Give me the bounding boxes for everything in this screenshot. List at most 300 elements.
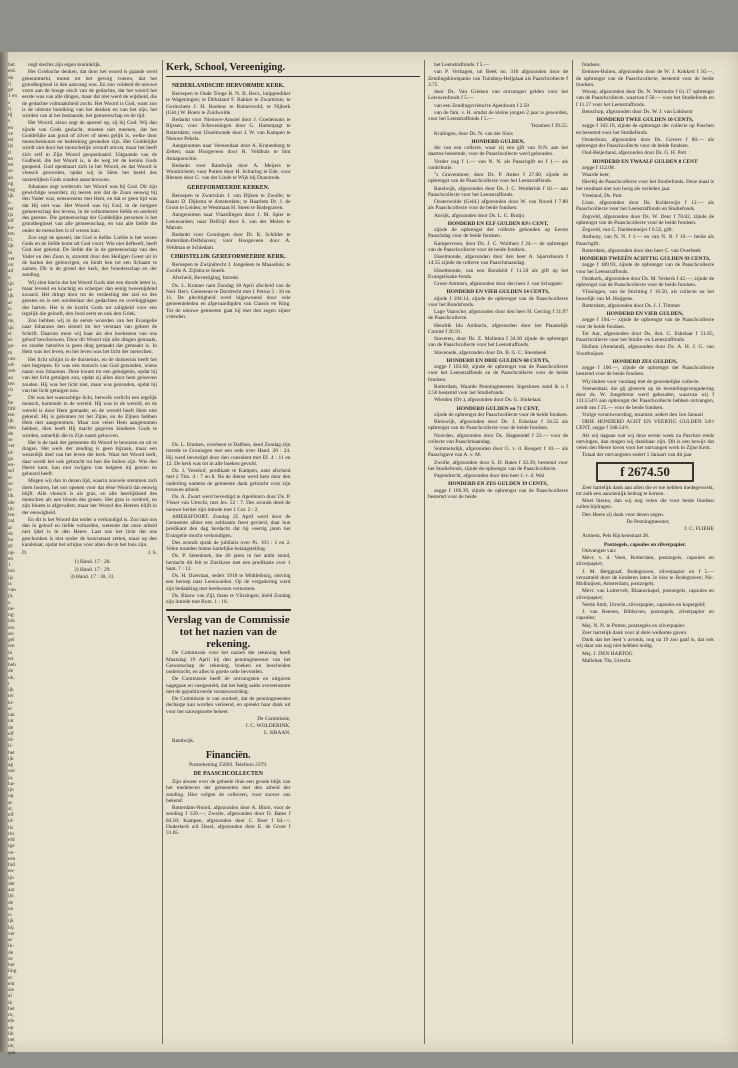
article-paragraph: Wij zien hierin dat het Woord Gods niet een doode letter is, maar levend en krachtig en scherper dan eenig tweesnijdend zwaard. Het dringt door tot de verdeeling der ziel en des geestes en is een oordeelaar der gedachten en overleggingen des harten. Het is de kracht Gods tot zaligheid voor een iegelijk die gelooft, den Jood eerst en ook den Griek. (22, 279, 157, 317)
amount-heading: HONDERD EN TWAALF GULDEN 8 CENT (592, 158, 698, 165)
report-signature-line: J. C. WOLDERINK. (245, 723, 291, 729)
strip-fragment: els (8, 1018, 14, 1025)
stamps-entry: Malleban 70a, Utrecht. (582, 657, 632, 664)
strip-fragment: ar (8, 937, 13, 943)
strip-fragment: elf (8, 218, 14, 225)
strip-fragment: lik (8, 1030, 14, 1037)
strip-fragment: ve- (8, 849, 15, 856)
strip-fragment: n (8, 274, 11, 281)
donation-entry: zegge f 102.10, zijnde de opbrengst der collecte op Paschen en bestemd voor het Studiefonds. (576, 123, 714, 136)
donation-entry: "s Gravenmoer, door Ds. P. Anker f 27.60, zijnde de opbrengst van de Paaschcollecte voor het Leenstraffonds. (428, 172, 568, 185)
signature-initial: D. (22, 550, 28, 556)
stamps-heading: Postzegels, capsules en zilverpapier. (604, 541, 686, 548)
donation-entry: Hendrik Ido Ambacht, afgezonden door het Plaatselijk Comité f 26.91. (428, 322, 568, 335)
strip-fragment: bid (8, 862, 15, 868)
strip-fragment: ijk (8, 687, 14, 693)
strip-fragment: en (8, 155, 14, 162)
verslag-place: Randwijk. (172, 737, 195, 744)
previous-page-strip (8, 62, 18, 1056)
strip-fragment: ng (8, 180, 14, 187)
strip-fragment: ki- (8, 699, 14, 706)
strip-fragment: in (8, 249, 13, 256)
strip-fragment: gel (8, 637, 15, 643)
donation-entry: fondsen. (582, 62, 601, 68)
article-paragraph: Het is de taak der gemeente dit Woord te bewaren en uit te dragen. Het werk der zending is geen bijzaak, maar een wezenlijk deel van het leven der kerk. Waar het Woord leeft, daar wordt het ook gebracht tot hen die buiten zijn. Wie den Heere kent, kan niet zwijgen van hetgeen hij gezien en gehoord heeft. (22, 439, 157, 477)
strip-fragment: ijs (8, 212, 14, 218)
strip-fragment: ze (8, 168, 13, 175)
donation-entry: van P. Verhagen, uit Beek no. 316 afgezonden door de Zendingsklompanie van Tuindorp-Heijplaat als Paaschcollecte f 3.75 (428, 69, 568, 88)
strip-fragment: ijs (8, 143, 14, 150)
strip-fragment: ijk (8, 755, 14, 762)
footnotes (22, 559, 157, 580)
treasurer-title: De Penningmeester, (626, 518, 670, 525)
donation-entry: zegge f 106.39, zijnde de opbrengst van de Paaschcollecte bestemd voor de beide (428, 487, 568, 500)
article-paragraph: En dit is het Woord dat onder u verkondigd is. Zoo laat ons dan in geloof en liefde volharden, wetende dat onze arbeid niet ijdel is in den Heere. Laat ons het licht dat ons geschonken is niet onder de koornmaat zetten, maar op den kandelaar, opdat het schijne voor allen die in het huis zijn. (22, 516, 157, 548)
donation-entry: Papendrecht, afgezonden door den heer J. v. d. Wal (434, 473, 545, 479)
strip-fragment: m (8, 349, 13, 356)
column-3-collections (428, 62, 568, 1044)
news-item: AMERSFOORT. Zondag 25 April werd door de Gemeente alhier een zeldzaam feest gevierd, daar hun predikant den dag herdacht dat hij veertig jaren het Evangelie mocht verkondigen. (166, 513, 291, 539)
strip-fragment: ag (8, 762, 14, 768)
strip-fragment: ing (8, 187, 15, 193)
donation-entry: Verder nog f 1.— van N. N. als Paaschgift en f 1.— als contributie. (428, 158, 568, 171)
stamps-entry: Mevr. v. d. Veen, Rotterdam, postzegels, capsules en zilverpapier; (576, 555, 714, 568)
treasurer-name: J. C. FLIEHE (684, 526, 714, 532)
donation-entry: IJsselmonde, afgezonden door den heer A. Sparreboom f 14.55 zijnde de collecte van Paaschmaandag. (428, 254, 568, 267)
donation-entry: zijnde de opbrengst der Paaschcollecte voor de beide fondsen. (434, 411, 568, 418)
strip-fragment: ter (8, 162, 14, 168)
strip-fragment: ha- (8, 780, 15, 787)
strip-fragment: ijk (8, 918, 14, 925)
strip-fragment: t (8, 680, 10, 687)
strip-fragment: ten (8, 412, 15, 418)
amount-heading: HONDERD EN DRIE GULDEN 68 CENTS, (446, 357, 550, 364)
strip-fragment: rin (8, 830, 14, 837)
strip-fragment: ge (8, 87, 14, 93)
strip-fragment: ter (8, 137, 14, 143)
strip-fragment: ne (8, 905, 14, 912)
donation-entry: Staveoude, afgezonden door Ds. B. G. C. Steenbeek (434, 349, 547, 356)
strip-fragment: s (8, 99, 11, 106)
news-item: Aangenomen naar Vlaardingen door J. M. Spier te Leeuwarden; naar Delfzijl door S. van der Molen te Marum. (166, 212, 291, 231)
donation-entry: Lage Vaarsche, afgezonden door den heer H. Gerring f 31.97 de Paaschcollecte. (428, 309, 568, 322)
article-paragraph: nogl slechts zijn eigen koninkrijk. (28, 62, 102, 68)
strip-fragment: sel (8, 468, 14, 475)
strip-fragment: ien (8, 643, 15, 650)
finance-paragraph: Zijn alweer over de geheele linie een groote blijk van het medeleven der gemeenten met den arbeid der zending. Hier volgen de collecten, voor zoover ons bekend: (166, 779, 291, 804)
news-item: Beroepen te Oude Tonge B. N. B. Becx, hulpprediker te Wageningen; te Dirksland F. Bakker te Zwartsluis; te Gorinchem J. H. Boelens te Ruinerwold; te Nijkerk (Gld.) W. Boers te Zuidwolde. (166, 91, 291, 116)
thanks-paragraph: Zeer hartelijk dank aan allen die er toe hebben medegewerkt, tot zulk een aanzienlijk bedrag te komen. (576, 484, 714, 497)
amount-heading: HONDERD ZES GULDEN, (612, 358, 678, 365)
strip-fragment: ijn (8, 505, 14, 512)
strip-fragment: in (8, 649, 13, 656)
article-paragraph: Zoo zegt de apostel, dat God is liefde. Liefde is het wezen Gods en de liefde komt uit God voort. Wie niet liefheeft, heeft God niet gekend. De liefde die in de gemeenschap van den Vader en den Zoon is, stroomt door den Heiligen Geest uit in de harten der geloovigen, en bindt hen tot een lichaam te zamen. Dit is de grond der kerk, der broederschap en der zending. (22, 234, 157, 279)
strip-fragment: ion (8, 568, 15, 575)
footnote: 1) Hand. 17 : 28. (74, 559, 111, 566)
donation-entry: Bleiswijk, afgezonden door Ds. J. Eskelaar f 34.55 als opbrengst van de Paaschcollecte voor de beide fondsen. (428, 419, 568, 432)
strip-fragment: iat (8, 718, 14, 725)
footnote: 3) Hand. 17 : 30, 31. (70, 573, 115, 580)
strip-fragment: an (8, 174, 14, 181)
stamps-entry: Mej. J. DEN HARTOG (582, 650, 633, 657)
strip-fragment: den (8, 424, 16, 431)
strip-fragment: ch (8, 387, 14, 393)
donation-entry: van de fam. v. H. omdat de kleine jongen 2 jaar is geworden, voor het Leenstraffonds f 5.— (428, 109, 568, 122)
strip-fragment: ter (8, 655, 14, 662)
stamps-entry: Nettie Smit, Utrecht, zilverpapier, capsules en kopergeld; (582, 601, 706, 608)
news-item: Ds. J. Veenhof, predikant te Kampen, nam afscheid met 2 Tim. 4 : 7 en 8. Na de dienst werd hem door den ouderling namens de gemeente dank gebracht voor zijn trouwen arbeid. (166, 468, 291, 493)
treasurer-address: Arnhem, Pels Rijckenstraat 28. (582, 533, 650, 540)
donation-entry: Wierden (Ov.), afgezonden door Ds. G. Sinkelaar. (434, 397, 542, 404)
strip-fragment: er (8, 974, 13, 981)
donation-entry: Wezep, afgezonden door Ds. N. Warmolts f 61.17 opbrengst van de Paaschcollecte, waarvan f 50.— voor het Studiefonds en f 11.17 voor het Leenstraffonds. (576, 89, 714, 108)
strip-fragment: ok, (8, 674, 15, 681)
thanks-paragraph: Moet hierna, dan wij nog velen die voor beide fondsen zullen bijdragen. (576, 498, 714, 511)
strip-fragment: ijk (8, 418, 14, 425)
donation-entry: Hollum (Ameland), afgezonden door Ds. A. H. J. G. van Voorthuijsen (576, 344, 714, 357)
donation-entry: zijnde f 104.14, zijnde de opbrengst van de Paaschcollecte voor het Bondsfonds. (428, 295, 568, 308)
strip-fragment: lik (8, 493, 14, 500)
strip-fragment: ijk (8, 293, 14, 300)
news-item: Ds. L. Emmen, voorheen te Dalfsen, deed Zondag zijn intrede te Groningen met een rede over Hand. 20 : 24. Hij werd bevestigd door den consulent met Ef. 4 : 11 en 12. De kerk was tot in alle hoeken gevuld. (166, 442, 291, 467)
donation-entry: Lisse, afgezonden door Ds. Kolderwijn f 12.— als Paaschcollecte voor het Leenstraffonds en Studiefonds. (576, 200, 714, 213)
strip-fragment: ige (8, 843, 15, 850)
column-divider (424, 60, 425, 1044)
strip-fragment: ke- (8, 224, 15, 231)
article-signature: J. S. (147, 550, 157, 556)
finance-paragraph: Rotterdam-Noord, afgezonden door A. Blom, voor de zending f 120.—; Zwolle, afgezonden door D. Bates f 84.50; Kampen, afgezonden door C. Boer f 64.—; Ouderkerk a/d IJssel, afgezonden door E. de Groot f 31.65. (166, 805, 291, 836)
strip-fragment: tij (8, 112, 13, 118)
strip-fragment: ho (8, 537, 14, 543)
strip-fragment: de (8, 899, 14, 906)
donation-entry: Staveren, door Ds. Z. Mollema f 34.30 zijnde de opbrengst van de Paaschcollecte voor het Leenstraffonds. (428, 336, 568, 349)
strip-fragment: de (8, 949, 14, 956)
strip-fragment: ten (8, 380, 15, 387)
news-item: Ds. A. Zwart werd bevestigd te Apeldoorn door Ds. P. Visser van Utrecht, met Jes. 52 : 7. Des avonds deed de nieuwe herder zijn intrede met 1 Cor. 2 : 2. (166, 494, 291, 513)
news-item: Bedankt voor Randwijk door A. Meijers te Woudrichem; voor Putten door H. Schuring te Ede; voor Rhenen door G. van der Linde te Wijk bij Duurstede. (166, 162, 291, 182)
strip-fragment: en- (8, 462, 15, 468)
donation-entry: Vorige verantwoording, tezamen, sedert den 1en Januari (582, 411, 704, 418)
donation-entry: DRIE HONDERD ACHT EN VEERTIG GULDEN 54½ CENT, zegge f 348.54½. (576, 419, 714, 432)
strip-fragment: er (8, 312, 13, 318)
strip-fragment: hij (8, 924, 14, 931)
closing-paragraph: Als wij nagaan wat wij deze eerste week na Paschen reeds ontvingen, dan mogen wij dankbaar zijn. Dit is een bewijs dat velen den Heere loven voor het ontvangen werk in Zijne Kerk. (576, 432, 714, 451)
heading-financien: Financiën. (205, 749, 251, 761)
strip-fragment: de (8, 430, 14, 437)
article-paragraph: Zoo hebben wij in de eerste woorden van het Evangelie naar Johannes den sleutel tot het verstaan van geheel de Schrift. Daarom moet wij haar als den hoeksteen van ons geloof beschouwen. Door dit Woord zijn alle dingen gemaakt, en zonder hetzelve is geen ding gemaakt dat gemaakt is. In Hem was het leven, en het leven was het licht der menschen. (22, 318, 157, 356)
strip-fragment: st (8, 330, 12, 337)
strip-fragment: s (8, 118, 11, 125)
strip-fragment: en (8, 124, 14, 131)
strip-fragment: se (8, 437, 13, 443)
donation-entry: het Leenstraftonds. f 5.— (434, 62, 490, 68)
strip-fragment: ver (8, 255, 15, 262)
donation-entry: Veenendaal, die gij gisteren op de herstellingsvergadering door ds. W. Jongebreur werd gehouden, waarvan wij f 1313.54½ aan opbrengst der Paaschcollecte hebben ontvangen, zendt ons f 25.— voor de beide fondsen. (576, 385, 714, 411)
strip-fragment: it (8, 149, 11, 156)
strip-fragment: oor (8, 768, 16, 775)
strip-fragment: ijn (8, 893, 14, 900)
strip-fragment: ue, (8, 1043, 15, 1050)
donation-entry: Randwijk, afgezonden door Ds. J. C. Wolderink f 16.— aan Paaschcollecte voor het Leenstraffonds. (428, 185, 568, 198)
strip-fragment: ve (8, 130, 14, 137)
column-4-collections (576, 62, 714, 1044)
strip-fragment: ver (8, 443, 15, 450)
donation-entry: IJsselmonde, van een Bondslid f 11.50 als gift op het Evangelisatie-fonds. (428, 267, 568, 280)
strip-fragment: de (8, 724, 14, 731)
donation-entry: zijnde de opbrengst der collecte gehouden op Eerste Paaschdag voor de beide fondsen. (428, 227, 568, 240)
donation-entry: Vreeland, Ds. Pott. (582, 192, 623, 199)
closing-paragraph: Totaal der ontvangsten sedert 1 Januari van dit jaar (582, 452, 692, 459)
amount-heading: HONDERD GULDEN en 71 CENT, (456, 405, 540, 412)
heading-geref-kerken: GEREFORMEERDE KERKEN. (187, 184, 270, 191)
donation-entry: zegge f 112.08. (582, 164, 616, 171)
report-signature-line: De Commissie, (257, 715, 291, 722)
donation-entry: Oud-Beijerland, afgezonden door Ds. G. H. Pott (582, 150, 687, 157)
subtotal-line: Tezamen f 39.55. (530, 123, 568, 130)
donation-entry: Rotterdam, afgezonden door den heer C. van Overbeek (582, 247, 701, 254)
news-item: Ds. L. Kramer nam Zondag 18 April afscheid van de Ned. Herv. Gemeente te Dordrecht met 1 Petrus 5 : 10 en 11. De plechtigheid werd bijgewoond door vele gemeenteleden en afgevaardigden van Classis en Ring. Tot de nieuwe gemeente gaat hij met den zegen zijner vrienden. (166, 282, 291, 320)
article-paragraph: Johannes zegt wederom: het Woord was bij God. Dit zijn gewichtige woorden; zij leeren ons dat de Zoon eeuwig bij den Vader was, eenswezens met Hem, en dat er geen tijd was dat Hij niet was. Het Woord was bij God, in de innigste gemeenschap des levens, in de volkomenste liefde en eenheid des geestes. Die gemeenschap der Goddelijke personen is het grondbeginsel van alle gemeenschap, en van alle liefde die onder de menschen is of wezen kan. (22, 183, 157, 234)
donation-entry: Rotterdam, afgezonden door Ds. J. J. Timmer (582, 302, 681, 309)
amount-heading: HONDERD EN VIER GULDEN 14 CENTS, (446, 289, 550, 296)
strip-fragment: bet. (8, 62, 16, 68)
donation-entry: Waarde heer, (582, 172, 611, 178)
finance-account-line: Postrekening 25693. Telefoon 2379. (189, 761, 268, 768)
column-divider (572, 60, 573, 1044)
strip-fragment: aan (8, 1049, 16, 1056)
donation-entry: Noorden, afgezonden door Ds. Slappendel f 22.— voor de collecte van Paaschmaandag. (428, 432, 568, 445)
heading-verslag-commissie: Verslag van de Commissie tot het nazien van de rekening. (166, 609, 291, 650)
strip-fragment: aar (8, 887, 15, 893)
report-paragraph: De Commissie heeft de ontvangsten en uitgaven nagegaan en vastgesteld, dat het batig saldo overeenstemt met de gepubliceerde verantwoording. (166, 676, 291, 695)
strip-fragment: etd. (8, 68, 16, 75)
strip-fragment: ij (8, 80, 11, 87)
strip-fragment: ver (8, 930, 15, 937)
strip-fragment: fdit (8, 405, 16, 412)
strip-fragment: ijk (8, 243, 14, 250)
stamps-entry: Mej. N. N. te Putten, postzegels en zilverpapier. (582, 622, 686, 629)
strip-fragment: ten (8, 230, 15, 237)
amount-heading: HONDERD TWEEËN ACHTTIG GULDEN 93 CENTS, (579, 256, 711, 262)
amount-heading: HONDERD TWEE GULDEN 10 CENTS, (596, 117, 694, 123)
strip-fragment: an (8, 374, 14, 381)
donation-entry: zegge f 103.68, zijnde de opbrengst van de Paaschcollecte voor het Leenstraffonds en de Paaschcollecte voor de beide fondsen. (428, 364, 568, 383)
strip-fragment: net (8, 1037, 15, 1043)
strip-fragment: on (8, 262, 14, 268)
heading-nh-kerk: NEDERLANDSCHE HERVORMDE KERK. (171, 83, 285, 89)
strip-fragment: ze (8, 955, 13, 962)
total-amount: f 2674.50 (596, 462, 694, 482)
strip-fragment: ijn (8, 874, 14, 881)
donation-entry: Anthony, van N. N. f 1.— en van N. N. f 10.— beide als Paaschgift. (576, 234, 714, 247)
strip-fragment: het (8, 749, 15, 756)
donation-entry: zegge f 106.—, zijnde de opbrengst der Paaschcollecte bestemd voor de beide fondsen. (576, 365, 714, 378)
strip-fragment: ge- (8, 343, 15, 350)
strip-fragment: gt. (8, 543, 14, 550)
news-item: Beroepen te Zwijndrecht J. Jongeleen te Maassluis; te Zwolle A. Zijlstra te Sneek. (166, 261, 291, 274)
donation-entry: door Ds. Van Grieken van ontvangen gelden voor het Leeuwenfonds f 5.— (428, 89, 568, 102)
article-paragraph: Het licht schijnt in de duisternis, en de duisternis heeft het niet begrepen. Er was een mensch van God gezonden, wiens naam was Johannes. Deze kwam tot een getuigenis, opdat hij van het licht getuigen zou, opdat zij allen door hem gelooven zouden. Hij was het licht niet, maar was gezonden, opdat hij van het licht getuigen zou. (22, 356, 157, 394)
article-paragraph: Het Woord, alzoo zegt de apostel op, zij bij God: Wij dan zijnde van Gods geslacht, moeten niet meenen, dat het Goddelijke aan goud of zilver of steen gelijk is, welke door menschenkunst en bedenking gesneden zijn. Het Goddelijke wordt niet door het menschelijk vernuft omvat, maar het heeft zich zelf in Zijn Woord geopenbaard. Uitgaande van de Godheid, die het Woord is, is de weg tot de kennis Gods geopend. God openbaart zich in het Woord, en dat Woord is vleesch geworden, opdat wij in Hem het beeld des onzienlijken Gods zouden aanschouwen. (22, 120, 157, 183)
strip-fragment: is (8, 580, 12, 587)
donation-entry: die van een collecte, waar zij een gift van N.N. aan het daartoe bestemde, voor de Paaschcollecte werd gehouden. (428, 145, 568, 158)
news-item: Ds. P. Steenhoek, die 40 jaren in het ambt stond, herdacht dit feit te Zierikzee met een predikatie over 1 Sam. 7 : 12. (166, 553, 291, 572)
donation-entry: Zegveld, van C. Dardenmeijer f 0.52, gift. (582, 227, 673, 233)
donation-entry: Kampervoon, door Ds. J. C. Wolthers f 24.— de opbrengst van de Paaschcollecte voor de beide fondsen. (428, 240, 568, 253)
strip-fragment: de (8, 668, 14, 675)
column-divider (162, 60, 163, 1044)
strip-fragment: be (8, 399, 14, 406)
strip-fragment: ling (8, 968, 17, 975)
strip-fragment: 1 (8, 562, 11, 568)
strip-fragment: ent (8, 980, 15, 987)
strip-fragment: ter (8, 693, 14, 700)
donation-entry: zegge f 104.— zijnde de opbrengst van de Paaschcollecte voor de beide fondsen. (576, 317, 714, 330)
strip-fragment: id- (8, 818, 14, 825)
strip-fragment: de, (8, 318, 15, 325)
heading-paaschcollecten: DE PAASCHCOLLECTEN (193, 771, 263, 777)
donation-entry: Rotterdam, Waarde Penningmeester, Ingesloten zend ik u f 2.50 bestemd voor het Studiefonds. (428, 383, 568, 396)
strip-fragment: ie (8, 287, 12, 293)
news-item: Beroepen te Zwartsluis J. van Dijken te Zwolle; te Baarn D. Dijkstra te Amsterdam; te Haarlem Dr. J. de Groot te Leiden; te Westmaas H. Steen te Bodegraven. (166, 192, 291, 211)
strip-fragment: ijs (8, 574, 14, 581)
amount-heading: HONDERD GULDEN, (471, 138, 525, 145)
strip-fragment: ijk (8, 193, 14, 200)
strip-fragment: zen (8, 368, 16, 375)
strip-fragment: en- (8, 868, 15, 875)
strip-fragment: ne- (8, 605, 15, 612)
strip-fragment: sie (8, 987, 14, 993)
strip-fragment: ik- (8, 943, 14, 950)
donation-entry: Wij sluiten voor vandaag met de gewestelijke collecte. (582, 378, 700, 385)
strip-fragment: e- (8, 393, 13, 400)
news-item: Ds. H. IJzerman, sedert 1918 te Middelburg, ontving een beroep naar Leeuwarden. Op de vergadering werd zijn bedanking met leedwezen vernomen. (166, 573, 291, 592)
strip-fragment: zal (8, 518, 15, 525)
strip-fragment: ga (8, 455, 14, 462)
strip-fragment: ze (8, 480, 13, 487)
strip-fragment: ij (8, 105, 11, 112)
strip-fragment: van (8, 587, 16, 593)
report-paragraph: De Commissie is van oordeel, dat de penningmeester decharge kan worden verleend, en spreekt haar dank uit voor het nauwgezette beheer. (166, 696, 291, 715)
donation-entry: Oosterhout, afgezonden door Ds. Govers f 80.— als opbrengst der Paaschcollecte voor de beide fondsen. (576, 136, 714, 149)
strip-fragment: op (8, 1024, 14, 1031)
strip-fragment: n (8, 199, 11, 206)
strip-fragment: ier (8, 205, 14, 212)
donation-entry: Sommelsdijk, afgezonden door G. v. d. Boogert f 10.— als Paaschgave van A. v. M. (428, 446, 568, 459)
thanks-paragraph: Den Heere zij dank voor dezen zegen. (582, 511, 665, 518)
donation-entry: Vlissingen, van de Stichting f 10.50, als collecte na het huwelijk van M. Huijgens. (576, 289, 714, 302)
donation-entry: Benschop, afgezonden door Ds. W. J. van Lokhorst (582, 108, 693, 115)
report-paragraph: De Commissie voor het nazien der rekening heeft Maandag 19 April bij den penningmeester van het Genootschap de rekening, boeken en bescheiden onderzocht, en alles in goede orde bevonden. (166, 650, 291, 675)
strip-fragment: ink (8, 618, 15, 625)
report-signature-line: L. KRAAN. (263, 730, 291, 737)
strip-fragment: ar (8, 524, 13, 531)
amount-heading: HONDERD EN ELF GULDEN 83½ CENT, (447, 220, 549, 227)
strip-fragment: o- (8, 912, 13, 918)
strip-fragment: ijn (8, 280, 14, 287)
stamps-entry: Zeer hartelijk dank voor al deze welkome gaven. (582, 629, 688, 636)
stamps-entry: Ontvangen van: (582, 547, 617, 554)
strip-fragment: id- (8, 449, 14, 456)
strip-fragment: eld (8, 837, 15, 843)
strip-fragment: een (8, 855, 16, 862)
strip-fragment: s. (8, 599, 12, 606)
strip-fragment: ijn (8, 787, 14, 793)
strip-fragment: len (8, 512, 15, 518)
strip-fragment: ons (8, 355, 16, 362)
article-paragraph: Dit was het waarachtige licht, hetwelk verlicht een iegelijk mensch, komende in de wereld. Hij was in de wereld, en de wereld is door Hem gemaakt; en de wereld heeft Hem niet gekend. Hij is gekomen tot het Zijne, en de Zijnen hebben Hem niet aangenomen. Maar zoo velen Hem aangenomen hebben, dien heeft Hij macht gegeven kinderen Gods te worden, namelijk die in Zijn naam gelooven. (22, 395, 157, 439)
donation-entry: Anvijk, afgezonden door Ds. L. G. Bruijn (434, 212, 525, 219)
donation-entry: Oosterwolde (Geld.) afgezonden door W. van Noord f 7.80 als Paaschcollecte voor de beide fondsen. (428, 199, 568, 212)
amount-heading: HONDERD EN VIER GULDEN, (606, 311, 684, 317)
section-title: Kerk, School, Vereeniging. (166, 62, 420, 77)
stamps-entry: J. M. Berggraaf, Bodegraven, zilverpapier en f 5.— verzameld door de kinderen laten 2e klas te Bodegraven; Nic. Molhuijsen, Amsterdam, postzegels; (576, 568, 714, 587)
strip-fragment: op- (8, 549, 16, 556)
news-item: Bedankt voor Nieuwer-Amstel door J. Goedemans te Rijssen; voor Scheveningen door G. Hamerpagt te Rotterdam; voor IJsselmonde door J. W. van Kampen te Nieuwe Pekela. (166, 117, 291, 142)
strip-fragment: it- (8, 487, 13, 493)
strip-fragment: het (8, 1005, 15, 1012)
strip-fragment: lis (8, 824, 14, 831)
news-item: Afscheid, Bevestiging, Intrede. (172, 275, 240, 282)
strip-fragment: al (8, 993, 12, 1000)
strip-fragment: er (8, 474, 13, 481)
strip-fragment: an- (8, 630, 15, 637)
strip-fragment: i't. (8, 237, 14, 243)
strip-fragment: op (8, 793, 14, 800)
donation-entry: Ter Aar, afgezonden door Ds. Ant. C. Eskelaar f 51.65, Paaschcollecte voor het Studie- en Leenstraffonds. (576, 330, 714, 343)
strip-fragment: st, (8, 805, 13, 812)
article-paragraph: Het Grieksche denken, dat door het woord is gaande werd gekennmerkt, moest tot het gevoig voeren, dat het grondbeginsel in den aanvang was. En zoo voldeed de nieuwe vorm aan de hooge eisch van de gedachte, dat het woord het eerste was van alle dingen, maar dat niet werd de wijsheid, die de gedachte volmaaktheid zocht. Het Woord is God, want zoo is de uiterste bereiking van het denken en van het zijn, het worden van al het bestaande, het gemeenschap en de tijd. (22, 69, 157, 119)
strip-fragment: nd- (8, 362, 16, 368)
heading-chr-geref-kerk: CHRISTELIJK GEREFORMEERDE KERK. (170, 253, 286, 260)
strip-fragment: ian (8, 712, 15, 718)
strip-fragment: 1 en (8, 93, 18, 100)
news-item: Ds. Blauw van Zijl, thans te Vlissingen, hield Zondag zijn intrede met Rom. 1 : 16. (166, 592, 291, 605)
page-binding (0, 52, 8, 1052)
strip-fragment: en (8, 555, 14, 562)
strip-fragment: ds (8, 530, 13, 537)
strip-fragment: da (8, 74, 14, 81)
kralingen-line: Kralingen, door Ds. N. van der Sluis (434, 130, 513, 137)
strip-fragment: er (8, 705, 13, 712)
strip-fragment: der (8, 880, 15, 887)
news-item: Aangenomen naar Veenendaal door A. Kranenborg te Zetten; naar Hoogeveen door H. Veldhuis te Sint Annaparochie. (166, 143, 291, 162)
strip-fragment: id- (8, 737, 14, 743)
news-item: Des avonds sprak de jubilaris over Ps. 103 : 1 en 2. Velen toonden hunne hartelijke belangstelling. (166, 539, 291, 552)
strip-fragment: ar (8, 799, 13, 806)
donation-entry: Hierbij de Paaschcollecte voor het Studiefonds. Deze maal is het resultaat niet zoo hoog als verleden jaar. (576, 179, 714, 192)
strip-fragment: ng- (8, 612, 16, 618)
strip-fragment: ijn (8, 324, 14, 331)
donation-entry: Oostkerk, afgezonden door Ds. M. Verkerk f 42.—, zijnde de opbrengst van de Paaschcollecte voor de beide fondsen. (576, 275, 714, 288)
strip-fragment: es (8, 337, 13, 343)
strip-fragment: elf (8, 730, 14, 737)
strip-fragment: heb (8, 662, 16, 668)
stamps-entry: Dank dat het leed 's avonds, nog na 19 zoo gaaf is, dat ook wij daar ons nog niet hebben nodig. (576, 637, 714, 650)
strip-fragment: rn, (8, 1012, 14, 1018)
strip-fragment: jn, (8, 593, 14, 600)
strip-fragment: ik (8, 999, 13, 1006)
stamps-entry: Mevr. van Luttervelt, Blaauwkapel, postzegels, capsules en zilverpapier; (576, 588, 714, 601)
strip-fragment: li- (8, 743, 13, 750)
strip-fragment: ja, (8, 774, 14, 781)
donation-entry: van een Zendingsvriend te Apeldoorn f 2.50 (434, 102, 530, 109)
article-paragraph: Mogen wij dan in dezen tijd, waarin zoovele stemmen zich doen hooren, het oor openen voor dat ééne Woord dat eeuwig blijft. Alle vleesch is als gras, en alle heerlijkheid des menschen als een bloem des grases. Het gras is verdord, en zijn bloem is afgevallen; maar het Woord des Heeren blijft in der eeuwigheid. (22, 478, 157, 516)
column-2-church-news (166, 62, 420, 1044)
strip-fragment: ar (8, 299, 13, 306)
strip-fragment: het (8, 962, 15, 968)
donation-entry: Eemnes-Buiten, afgezonden door de W. J. Kokkert f 50.—, de opbrengst van de Paaschcollecte, bestemd voor de beide fondsen. (576, 69, 714, 88)
